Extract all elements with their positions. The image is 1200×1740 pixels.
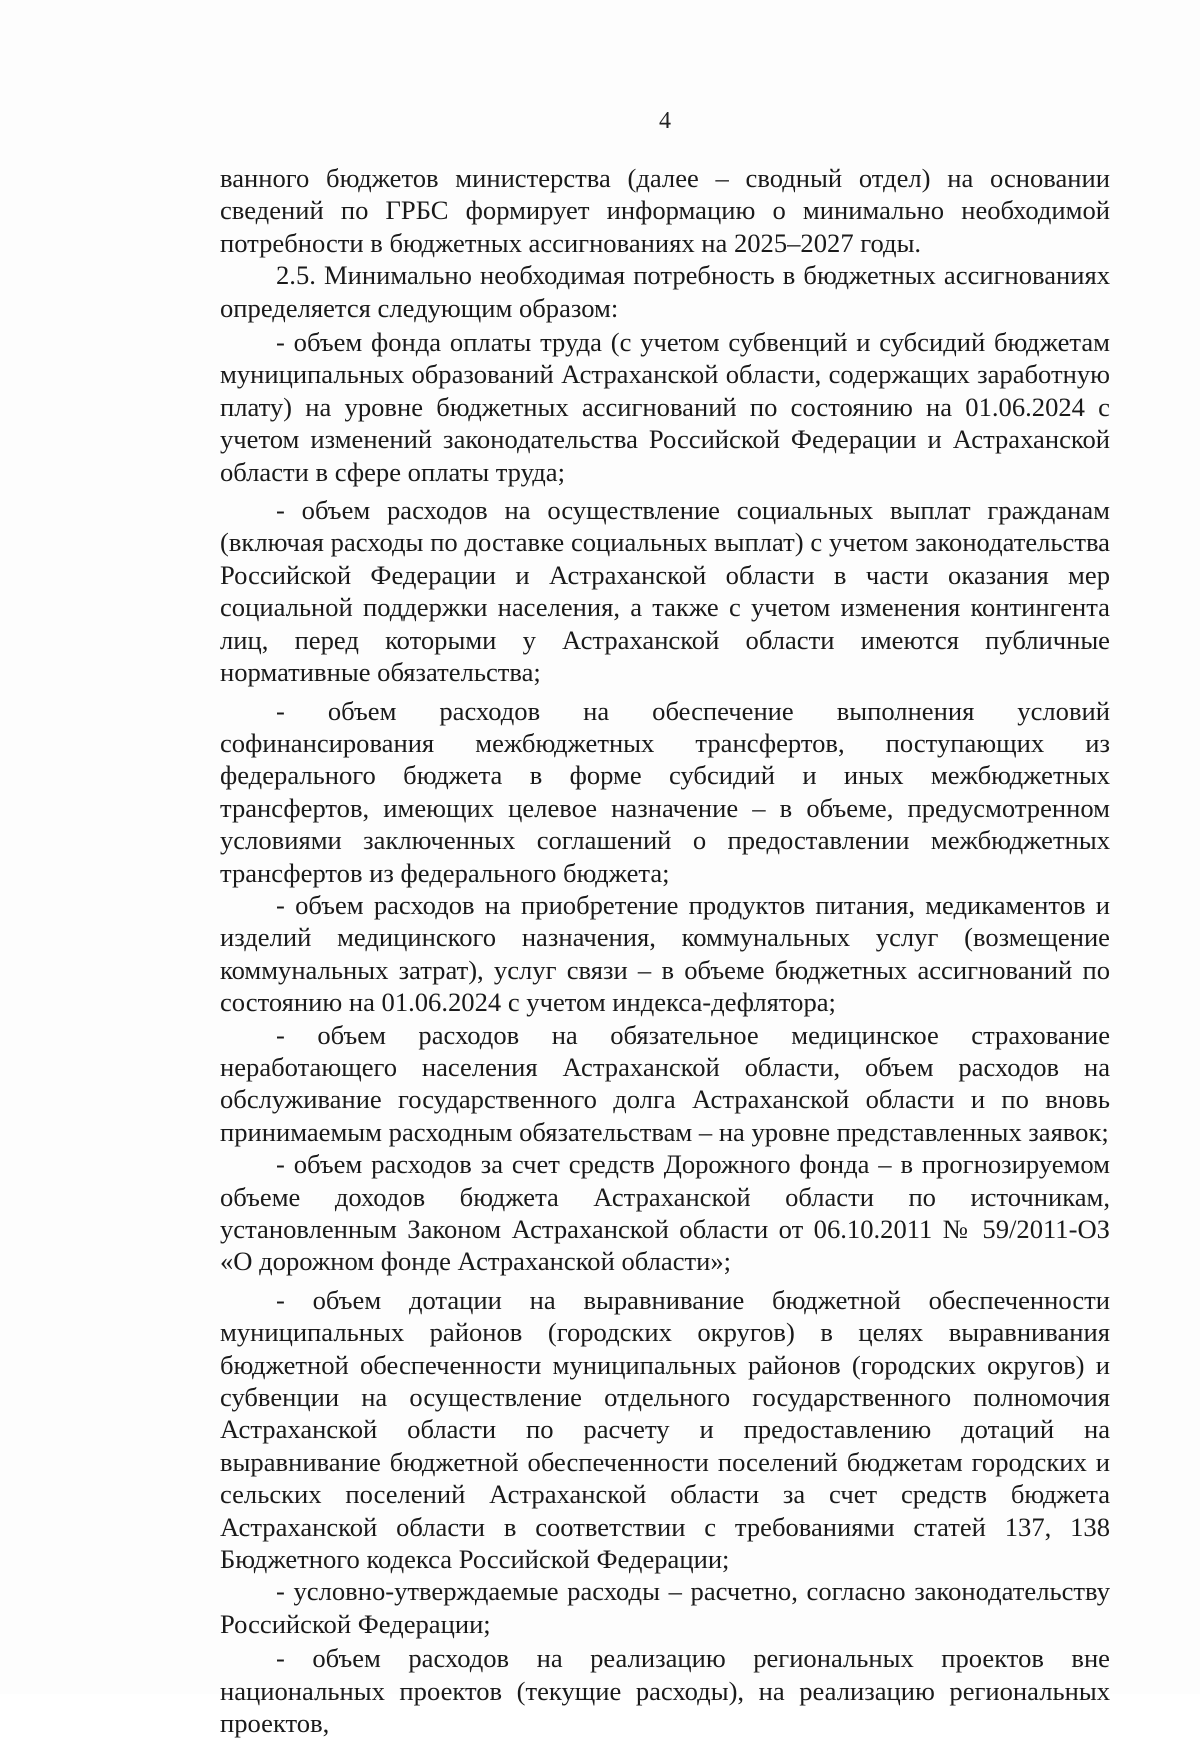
paragraph-continuation: ванного бюджетов министерства (далее – сводный отдел) на основании сведений по ГРБС формирует информацию о минимально необходимой потребности в бюджетных ассигнованиях на 2025–2027 годы. bbox=[220, 163, 1110, 258]
list-item-equalization-grant: - объем дотации на выравнивание бюджетной обеспеченности муниципальных районов (городских округов) в целях выравнивания бюджетной обеспеченности муниципальных районов (городских округов) и субвенции на осуществление отдельного государственного полномочия Астраханской области по расчету и предоставлению дотаций на выравнивание бюджетной обеспеченности поселений бюджетам городских и сельских поселений Астраханской области за счет средств бюджета Астраханской области в соответствии с требованиями статей 137, 138 Бюджетного кодекса Российской Федерации; bbox=[220, 1284, 1110, 1575]
list-item-social-payments: - объем расходов на осуществление социальных выплат гражданам (включая расходы по доставке социальных выплат) с учетом законодательства Российской Федерации и Астраханской области в части оказания мер социальной поддержки населения, а также с учетом изменения контингента лиц, перед которыми у Астраханской области имеются публичные нормативные обязательства; bbox=[220, 495, 1110, 688]
document-body bbox=[220, 162, 1110, 1740]
list-item-conditional-expenses: - условно-утверждаемые расходы – расчетно, согласно законодательству Российской Федерации; bbox=[220, 1576, 1110, 1639]
paragraph-section-2-5: 2.5. Минимально необходимая потребность в бюджетных ассигнованиях определяется следующим образом: bbox=[220, 260, 1110, 323]
list-item-regional-projects: - объем расходов на реализацию региональных проектов вне национальных проектов (текущие расходы), на реализацию региональных проектов, bbox=[220, 1643, 1110, 1739]
list-item-cofinancing: - объем расходов на обеспечение выполнения условий софинансирования межбюджетных трансфертов, поступающих из федерального бюджета в форме субсидий и иных межбюджетных трансфертов, имеющих целевое назначение – в объеме, предусмотренном условиями заключенных соглашений о предоставлении межбюджетных трансфертов из федерального бюджета; bbox=[220, 695, 1110, 888]
page-number: 4 bbox=[659, 108, 671, 134]
list-item-wage-fund: - объем фонда оплаты труда (с учетом субвенций и субсидий бюджетам муниципальных образований Астраханской области, содержащих заработную плату) на уровне бюджетных ассигнований по состоянию на 01.06.2024 с учетом изменений законодательства Российской Федерации и Астраханской области в сфере оплаты труда; bbox=[220, 327, 1110, 487]
list-item-food-medicine: - объем расходов на приобретение продуктов питания, медикаментов и изделий медицинского назначения, коммунальных услуг (возмещение коммунальных затрат), услуг связи – в объеме бюджетных ассигнований по состоянию на 01.06.2024 с учетом индекса-дефлятора; bbox=[220, 889, 1110, 1018]
list-item-road-fund: - объем расходов за счет средств Дорожного фонда – в прогнозируемом объеме доходов бюджета Астраханской области по источникам, установленным Законом Астраханской области от 06.10.2011 № 59/2011-ОЗ «О дорожном фонде Астраханской области»; bbox=[220, 1149, 1110, 1277]
list-item-medical-insurance: - объем расходов на обязательное медицинское страхование неработающего населения Астраханской области, объем расходов на обслуживание государственного долга Астраханской области и по вновь принимаемым расходным обязательствам – на уровне представленных заявок; bbox=[220, 1019, 1110, 1147]
